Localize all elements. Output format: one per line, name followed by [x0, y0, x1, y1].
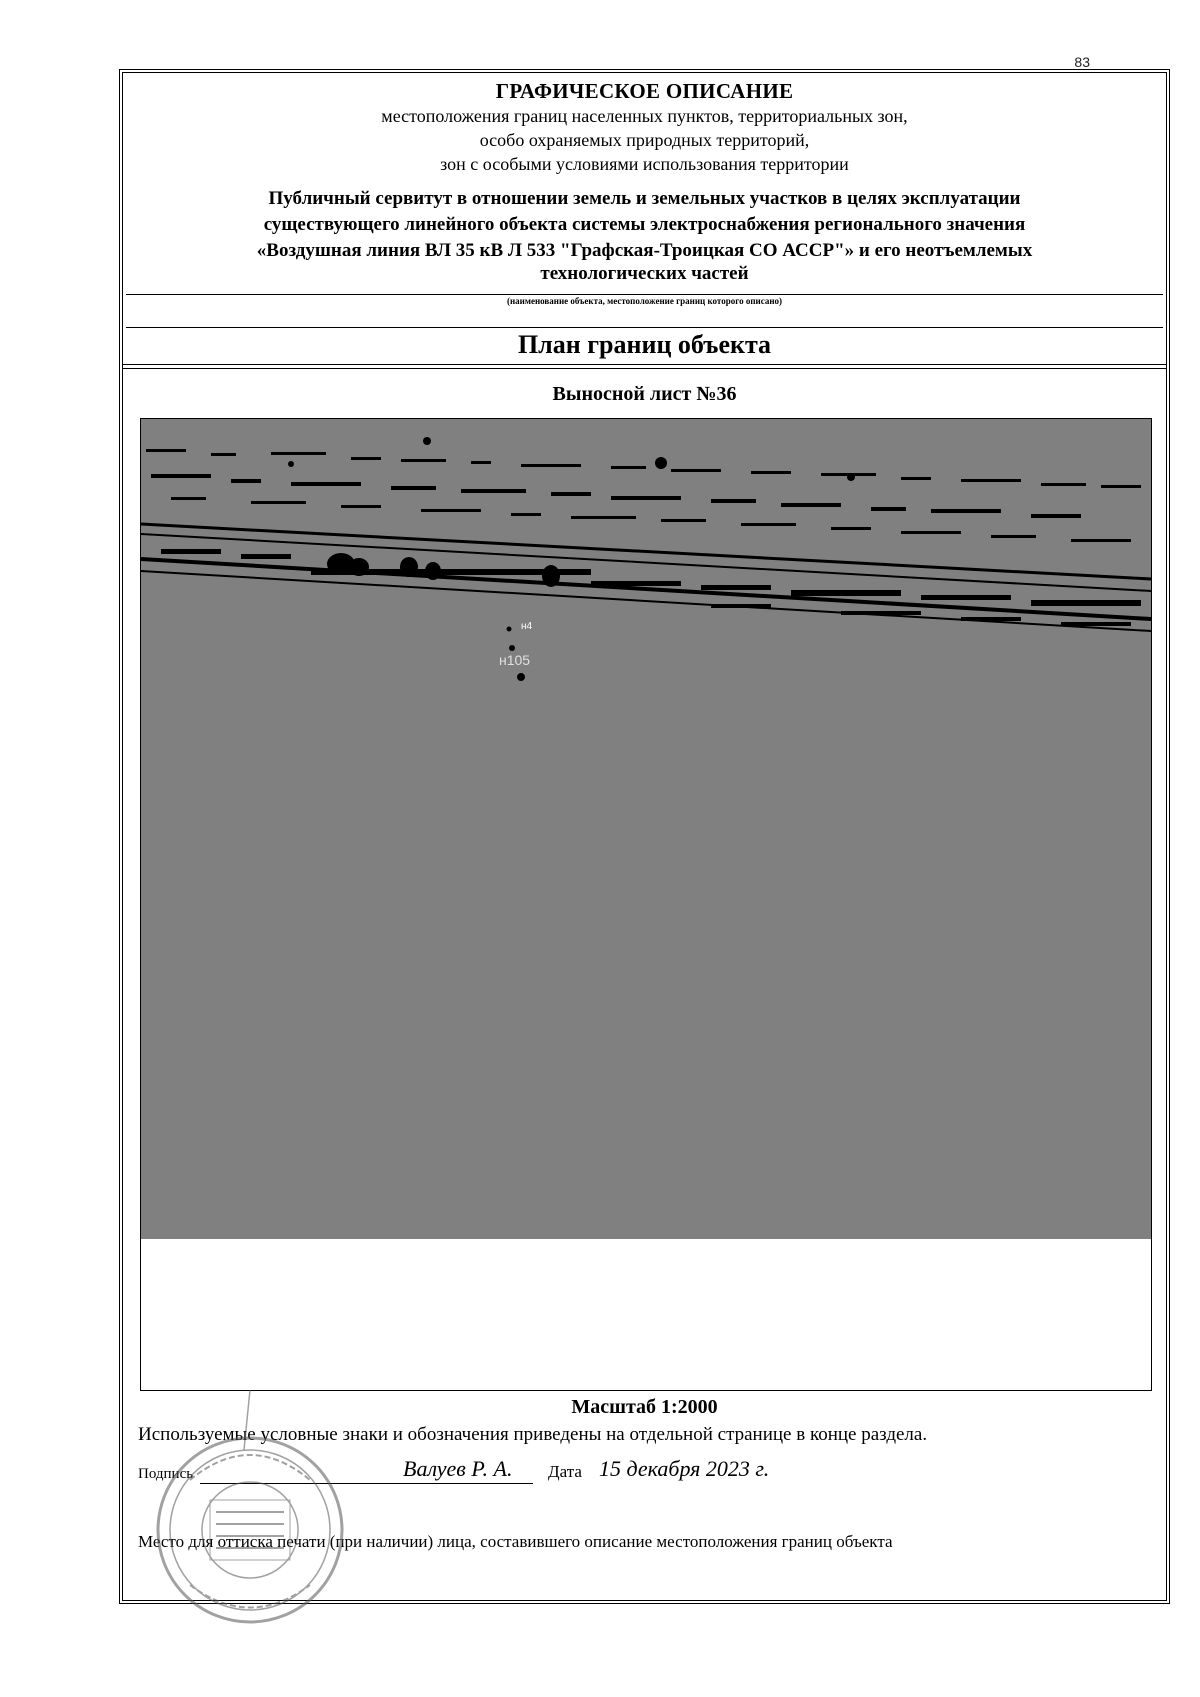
subtitle-line-3: зон с особыми условиями использования территории [440, 154, 849, 174]
divider [122, 368, 1167, 369]
map-image [141, 419, 1151, 1390]
point-marker [507, 627, 512, 632]
page-number: 83 [1074, 54, 1090, 70]
object-name-line-4: технологических частей [540, 263, 749, 284]
divider [126, 294, 1163, 295]
sheet-title: Выносной лист №36 [552, 383, 737, 405]
header-block [126, 76, 1163, 294]
object-name [126, 186, 1163, 284]
object-caption: (наименование объекта, местоположение границ которого описано) [506, 296, 783, 306]
subtitle-line-2: особо охраняемых природных территорий, [479, 130, 810, 150]
divider [126, 327, 1163, 328]
divider [122, 364, 1167, 365]
legend-note: Используемые условные знаки и обозначения приведены на отдельной странице в конце раздела. [138, 1424, 928, 1445]
subtitle-line-1: местоположения границ населенных пунктов, территориальных зон, [381, 106, 908, 126]
plan-title: План границ объекта [517, 330, 772, 359]
object-name-line-2: существующего линейного объекта системы электроснабжения регионального значения [263, 214, 1026, 235]
point-marker [509, 645, 515, 651]
point-marker [517, 673, 525, 681]
map-frame [140, 418, 1152, 1391]
seal-stamp [150, 1390, 360, 1640]
object-name-line-1: Публичный сервитут в отношении земель и земельных участков в целях эксплуатации [268, 188, 1021, 209]
signer-name: Валуев Р. А. [403, 1456, 513, 1481]
date-label: Дата [548, 1462, 582, 1481]
stamp-note: Место для оттиска печати (при наличии) лица, составившего описание местоположения границ объекта [138, 1532, 893, 1551]
object-name-line-3: «Воздушная линия ВЛ 35 кВ Л 533 "Графская-Троицкая СО АССР"» и его неотъемлемых [256, 240, 1033, 261]
date-value: 15 декабря 2023 г. [599, 1456, 770, 1481]
document-title: ГРАФИЧЕСКОЕ ОПИСАНИЕ [495, 79, 794, 103]
signature-label: Подпись [138, 1466, 194, 1482]
point-label: н105 [499, 652, 531, 668]
point-label-small: н4 [521, 621, 533, 632]
scale-label: Масштаб 1:2000 [571, 1396, 718, 1418]
